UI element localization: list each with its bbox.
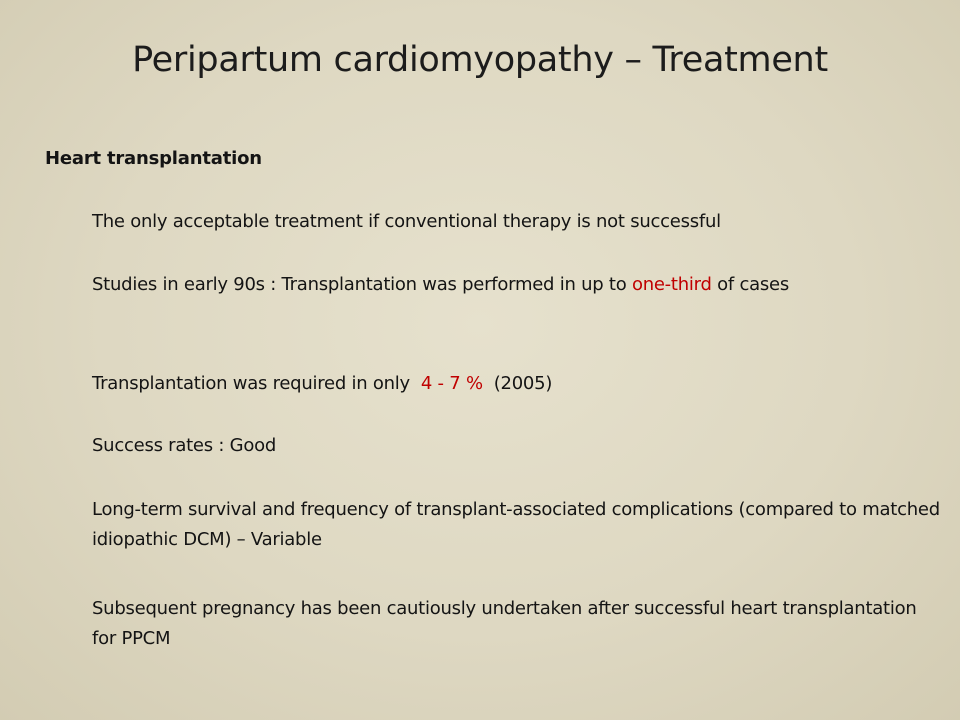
section-heading: Heart transplantation bbox=[45, 148, 262, 169]
point-text: of cases bbox=[711, 274, 789, 295]
point-transplantation-required bbox=[92, 369, 942, 399]
point-text: Studies in early 90s : Transplantation was performed in up to bbox=[92, 274, 632, 295]
slide-title: Peripartum cardiomyopathy – Treatment bbox=[132, 40, 828, 80]
point-subsequent-pregnancy: Subsequent pregnancy has been cautiously undertaken after successful heart transplantation for PPCM bbox=[92, 598, 917, 649]
highlight-percentage: 4 - 7 % bbox=[420, 373, 483, 394]
point-success-rates: Success rates : Good bbox=[92, 435, 277, 456]
point-long-term-survival: Long-term survival and frequency of transplant-associated complications (compared to matched idiopathic DCM) – Variable bbox=[92, 499, 940, 550]
point-only-acceptable-treatment: The only acceptable treatment if conventional therapy is not successful bbox=[92, 211, 721, 232]
highlight-one-third: one-third bbox=[631, 274, 712, 295]
point-early-90s-studies bbox=[92, 270, 942, 300]
point-text: (2005) bbox=[482, 373, 553, 394]
point-text: Transplantation was required in only bbox=[92, 373, 421, 394]
